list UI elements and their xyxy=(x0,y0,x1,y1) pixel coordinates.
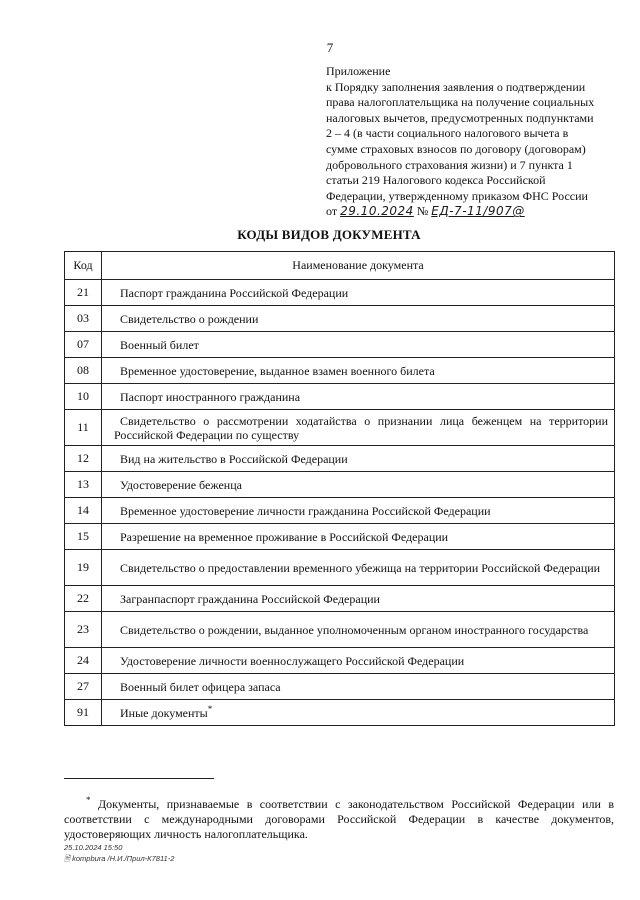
cell-code: 23 xyxy=(65,612,102,648)
document-name-text: Временное удостоверение личности гражданина Российской Федерации xyxy=(120,503,491,518)
document-name-text: Свидетельство о предоставлении временного убежища на территории Российской Федерации xyxy=(120,560,601,575)
cell-code: 13 xyxy=(65,472,102,498)
cell-document-name xyxy=(102,524,615,550)
appendix-line: права налогоплательщика на получение социальных xyxy=(326,95,595,110)
cell-code: 21 xyxy=(65,280,102,306)
cell-document-name xyxy=(102,498,615,524)
cell-code: 12 xyxy=(65,446,102,472)
document-name-text: Загранпаспорт гражданина Российской Федерации xyxy=(120,591,380,606)
cell-document-name xyxy=(102,550,615,586)
cell-document-name xyxy=(102,648,615,674)
appendix-line: налоговых вычетов, предусмотренных подпунктами xyxy=(326,110,594,125)
cell-document-name xyxy=(102,612,615,648)
appendix-header xyxy=(326,64,626,220)
cell-code: 11 xyxy=(65,410,102,446)
cell-code: 27 xyxy=(65,674,102,700)
cell-document-name xyxy=(102,332,615,358)
document-name-text: Паспорт иностранного гражданина xyxy=(120,389,301,404)
file-reference xyxy=(64,853,174,866)
cell-document-name xyxy=(102,306,615,332)
table-row xyxy=(65,306,615,332)
table-row xyxy=(65,524,615,550)
handwritten-date: 29.10.2024 xyxy=(340,204,414,219)
document-name-text: Вид на жительство в Российской Федерации xyxy=(120,451,348,466)
cell-code: 24 xyxy=(65,648,102,674)
document-codes-table xyxy=(64,251,615,726)
table-header-row xyxy=(65,252,615,280)
cell-code: 10 xyxy=(65,384,102,410)
cell-code: 15 xyxy=(65,524,102,550)
cell-code: 03 xyxy=(65,306,102,332)
cell-code: 19 xyxy=(65,550,102,586)
document-name-text: Удостоверение личности военнослужащего Российской Федерации xyxy=(120,653,465,668)
appendix-line: Приложение xyxy=(326,64,391,78)
footnote-mark: * xyxy=(86,795,91,805)
column-header-name: Наименование документа xyxy=(102,252,615,280)
table-row xyxy=(65,674,615,700)
cell-document-name xyxy=(102,280,615,306)
cell-document-name xyxy=(102,700,615,726)
appendix-line: сумме страховых взносов по договору (договорам) xyxy=(326,141,586,156)
cell-document-name xyxy=(102,410,615,446)
cell-code: 22 xyxy=(65,586,102,612)
table-body xyxy=(65,280,615,726)
cell-document-name xyxy=(102,586,615,612)
from-label: от xyxy=(326,204,338,219)
handwritten-order-number: ЕД-7-11/907@ xyxy=(431,204,525,219)
table-row xyxy=(65,700,615,726)
table-row xyxy=(65,384,615,410)
document-name-text: Свидетельство о рождении, выданное уполномоченным органом иностранного государства xyxy=(120,622,589,637)
cell-code: 08 xyxy=(65,358,102,384)
cell-document-name xyxy=(102,446,615,472)
page-number: 7 xyxy=(326,40,334,55)
appendix-lines xyxy=(326,64,626,204)
table-row xyxy=(65,550,615,586)
cell-document-name xyxy=(102,674,615,700)
table-row xyxy=(65,648,615,674)
table-row xyxy=(65,612,615,648)
appendix-line: Федерации, утвержденному приказом ФНС России xyxy=(326,188,588,203)
column-header-code: Код xyxy=(65,252,102,280)
cell-code: 07 xyxy=(65,332,102,358)
document-name-text: Паспорт гражданина Российской Федерации xyxy=(120,285,349,300)
print-timestamp: 25.10.2024 15:50 xyxy=(64,843,123,852)
table-row xyxy=(65,410,615,446)
cell-document-name xyxy=(102,358,615,384)
document-name-text: Военный билет офицера запаса xyxy=(120,679,281,694)
table-row xyxy=(65,446,615,472)
table-row xyxy=(65,332,615,358)
document-title: КОДЫ ВИДОВ ДОКУМЕНТА xyxy=(237,227,421,242)
appendix-line: добровольного страхования жизни) и 7 пункта 1 xyxy=(326,157,573,172)
number-label: № xyxy=(416,204,429,219)
file-reference-text: kompbura /Н.И./Прил-К7811-2 xyxy=(72,854,175,863)
document-name-text: Свидетельство о рассмотрении ходатайства о признании лица беженцем на территории Российской Федерации по существу xyxy=(114,413,608,442)
cell-code: 14 xyxy=(65,498,102,524)
cell-document-name xyxy=(102,384,615,410)
approval-line xyxy=(326,204,626,220)
footnote-mark: * xyxy=(207,703,213,714)
footnote-rule xyxy=(64,778,214,779)
document-name-text: Военный билет xyxy=(120,337,199,352)
appendix-line: к Порядку заполнения заявления о подтверждении xyxy=(326,79,586,94)
document-name-text: Временное удостоверение, выданное взамен военного билета xyxy=(120,363,435,378)
table-row xyxy=(65,472,615,498)
footnote xyxy=(64,797,614,842)
table-row xyxy=(65,280,615,306)
document-name-text: Иные документы xyxy=(120,705,208,720)
appendix-line: 2 – 4 (в части социального налогового вычета в xyxy=(326,126,569,141)
appendix-line: статьи 219 Налогового кодекса Российской xyxy=(326,173,546,188)
cell-document-name xyxy=(102,472,615,498)
table-row xyxy=(65,586,615,612)
document-name-text: Свидетельство о рождении xyxy=(120,311,259,326)
table-row xyxy=(65,358,615,384)
footnote-text: Документы, признаваемые в соответствии с законодательством Российской Федерации или в соответствии с международными договорами Российской Федерации в качестве документов, удостоверяющих личность налогоплательщика. xyxy=(64,797,615,841)
document-name-text: Удостоверение беженца xyxy=(120,477,242,492)
document-name-text: Разрешение на временное проживание в Российской Федерации xyxy=(120,529,449,544)
cell-code: 91 xyxy=(65,700,102,726)
file-icon: 🗎 xyxy=(64,854,71,863)
table-row xyxy=(65,498,615,524)
